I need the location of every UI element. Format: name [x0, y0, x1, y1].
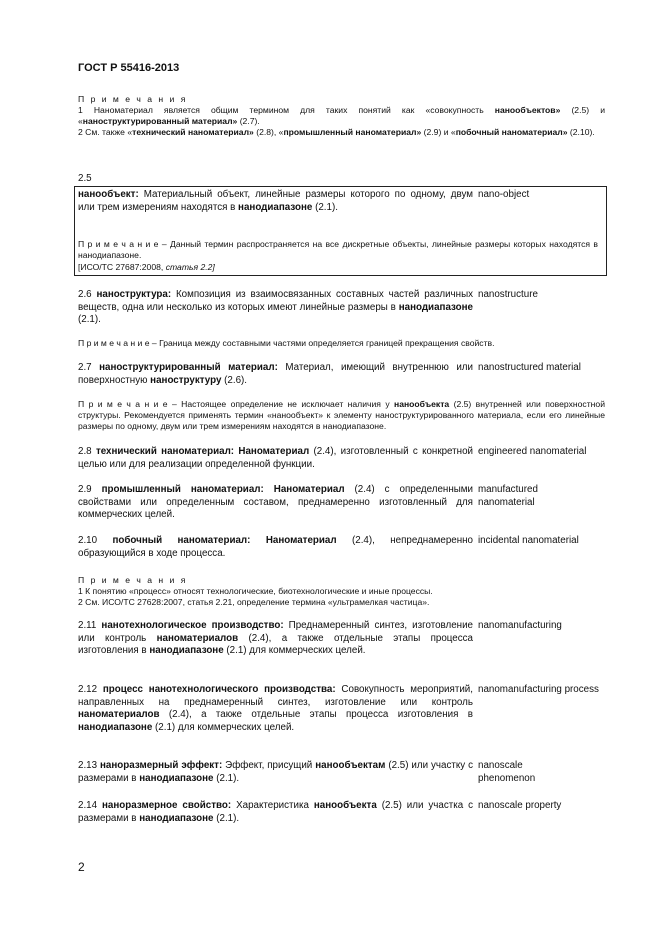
term-2-7-note: П р и м е ч а н и е – Настоящее определение не исключает наличия у нанообъекта (2.5) внутренней или поверхностной структуры. Рекомендуется применять термин «нанообъект» к элементу наноструктурированного материала, если его линейные размеры по одному, двум или трем измерениям находятся в нанодиапазоне. — [78, 399, 605, 431]
term-2-6-definition: 2.6 наноструктура: Композиция из взаимосвязанных составных частей различных веществ, одна или несколько из которых имеют линейные размеры в нанодиапазоне (2.1). — [78, 289, 474, 326]
term-2-5-source: [ИСО/ТС 27687:2008, статья 2.2] — [78, 262, 215, 272]
term-2-6-english: nanostructure — [478, 289, 538, 300]
term-2-7-english: nanostructured material — [478, 362, 581, 373]
note-1: 1 Наноматериал является общим термином для таких понятий как «совокупность нанообъектов» (2.5) и «наноструктурированный материал» (2.7). — [78, 105, 605, 126]
term-2-9-definition: 2.9 промышленный наноматериал: Наноматериал (2.4) с определенными свойствами или определенным составом, преднамеренно изготовленный для коммерческих целей. — [78, 484, 474, 521]
term-2-14-english: nanoscale property — [478, 800, 562, 811]
notes-mid-2: 2 См. ИСО/ТС 27628:2007, статья 2.21, определение термина «ультрамелкая частица». — [78, 597, 430, 607]
term-2-13-english: nanoscale phenomenon — [478, 760, 536, 784]
term-2-10-definition: 2.10 побочный наноматериал: Наноматериал (2.4), непреднамеренно образующийся в ходе процесса. — [78, 535, 473, 559]
term-2-12-definition: 2.12 процесс нанотехнологического производства: Совокупность мероприятий, направленных на преднамеренный синтез, изготовление или контроль наноматериалов (2.4), а также отдельные этапы процесса изготовления в нанодиапазоне (2.1) для коммерческих целей. — [78, 684, 473, 733]
note-2: 2 См. также «технический наноматериал» (2.8), «промышленный наноматериал» (2.9) и «побочный наноматериал» (2.10). — [78, 127, 595, 137]
notes-top — [78, 94, 605, 138]
term-2-5-english: nano-object — [478, 189, 530, 200]
term-2-10-english: incidental nanomaterial — [478, 535, 579, 546]
notes-title: П р и м е ч а н и я — [78, 94, 188, 104]
term-2-5-number: 2.5 — [78, 173, 92, 184]
term-2-13-definition: 2.13 наноразмерный эффект: Эффект, присущий нанообъектам (2.5) или участку с размерами в нанодиапазоне (2.1). — [78, 760, 473, 784]
term-2-14-definition: 2.14 наноразмерное свойство: Характеристика нанообъекта (2.5) или участка с размерами в нанодиапазоне (2.1). — [78, 800, 473, 824]
term-2-9-english: manufactured nanomaterial — [478, 484, 538, 508]
term-2-8-definition: 2.8 технический наноматериал: Наноматериал (2.4), изготовленный с конкретной целью или для реализации определенной функции. — [78, 446, 473, 470]
term-2-11-english: nanomanufacturing — [478, 620, 562, 631]
term-2-11-definition: 2.11 нанотехнологическое производство: Преднамеренный синтез, изготовление или контроль наноматериалов (2.4), а также отдельные этапы процесса изготовления в нанодиапазоне (2.1) для коммерческих целей. — [78, 620, 473, 657]
term-2-6-note: П р и м е ч а н и е – Граница между составными частями определяется границей прекращения свойств. — [78, 338, 495, 348]
notes-mid-title: П р и м е ч а н и я — [78, 575, 188, 585]
term-2-7-definition: 2.7 наноструктурированный материал: Материал, имеющий внутреннюю или поверхностную наноструктуру (2.6). — [78, 362, 473, 386]
standard-header: ГОСТ Р 55416-2013 — [78, 62, 180, 74]
notes-mid — [78, 575, 605, 608]
term-2-5-definition: нанообъект: Материальный объект, линейные размеры которого по одному, двум или трем измерениям находятся в нанодиапазоне (2.1). — [78, 189, 473, 213]
term-2-12-english: nanomanufacturing process — [478, 684, 599, 695]
term-2-5-note: П р и м е ч а н и е – Данный термин распространяется на все дискретные объекты, линейные размеры которых находятся в нанодиапазоне. — [78, 239, 598, 260]
term-2-8-english: engineered nanomaterial — [478, 446, 587, 457]
page-number: 2 — [78, 860, 85, 874]
notes-mid-1: 1 К понятию «процесс» относят технологические, биотехнологические и иные процессы. — [78, 586, 433, 596]
